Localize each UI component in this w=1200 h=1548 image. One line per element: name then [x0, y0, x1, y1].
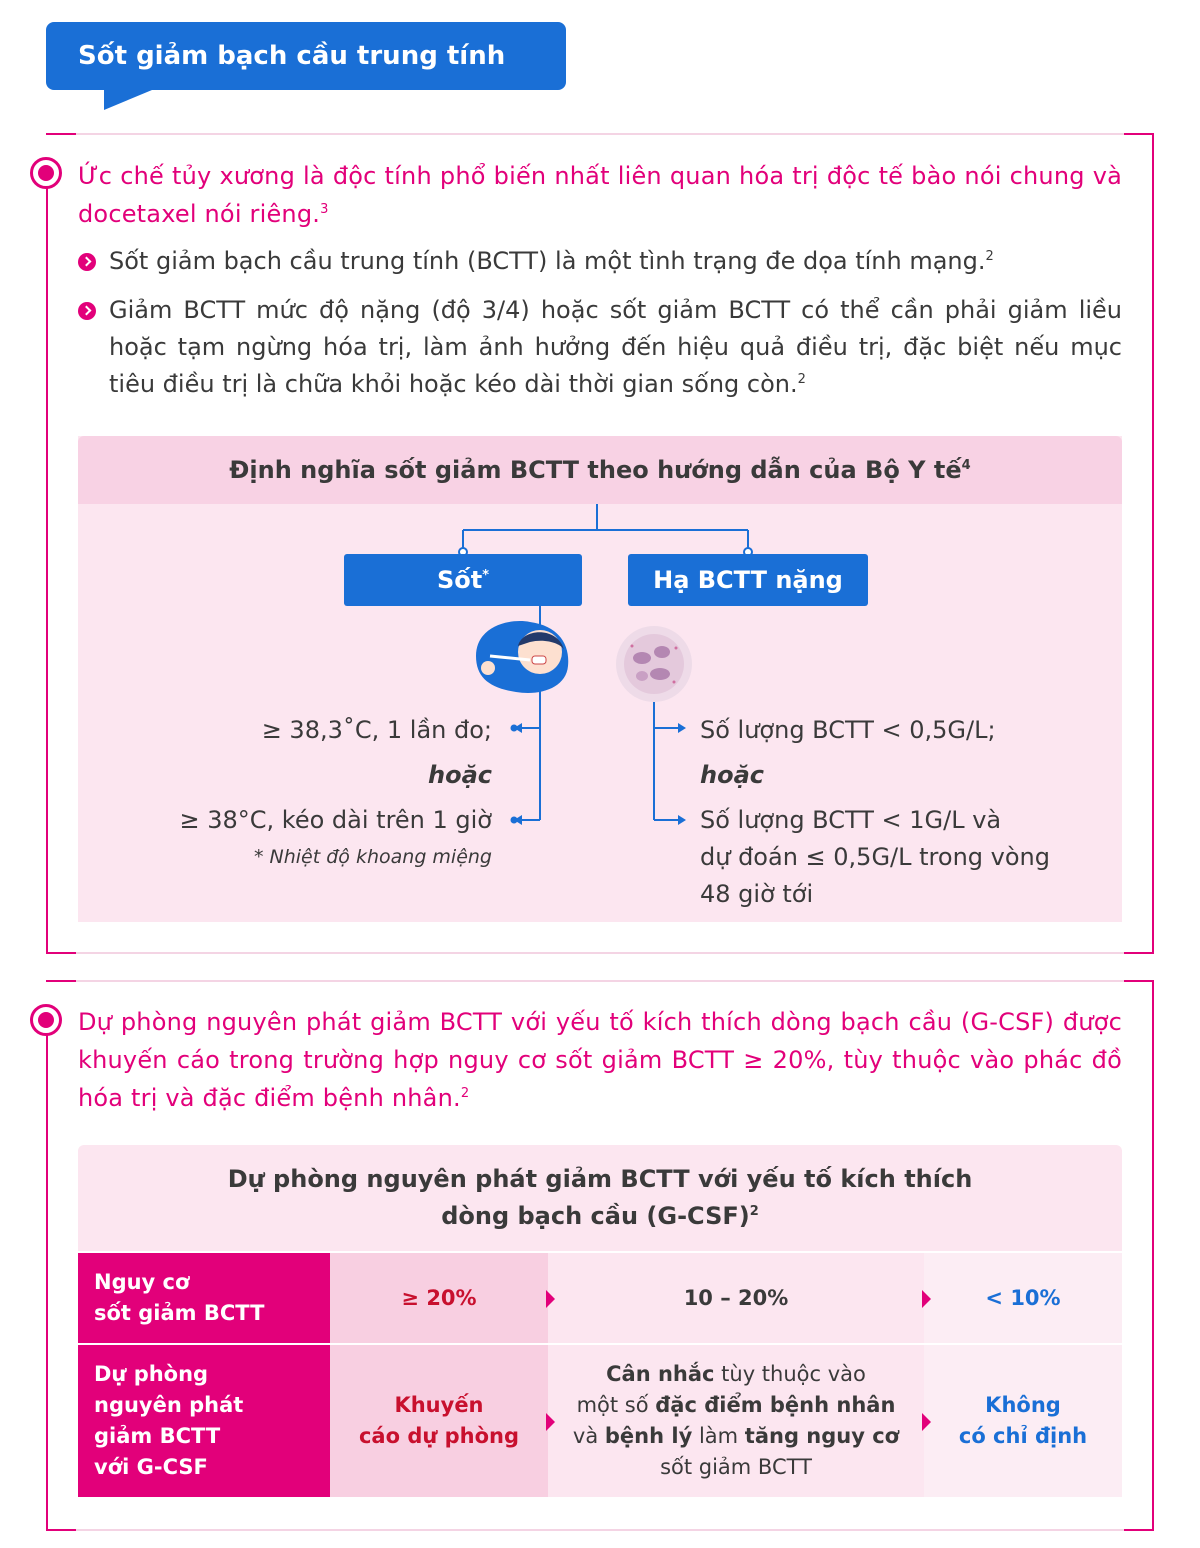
bullet-list — [78, 243, 1122, 415]
info-frame-1 — [46, 133, 1154, 954]
definition-box — [78, 436, 1122, 922]
not-indicated-cell: Không có chỉ định — [924, 1345, 1122, 1497]
chevron-right-icon — [78, 253, 96, 271]
fever-or-label: hoặc — [428, 761, 492, 789]
fever-criterion-2: ≥ 38°C, kéo dài trên 1 giờ — [179, 806, 492, 834]
recommend-cell: Khuyến cáo dự phòng — [330, 1345, 548, 1497]
row-header-prophylaxis: Dự phòng nguyên phát giảm BCTT với G-CSF — [78, 1345, 330, 1497]
arrow-right-icon — [546, 1290, 555, 1308]
consider-cell: Cân nhắc tùy thuộc vào một số đặc điểm bệnh nhân và bệnh lý làm tăng nguy cơ sốt giảm BCTT — [548, 1345, 924, 1497]
neutropenia-criterion-1: Số lượng BCTT < 0,5G/L; — [700, 716, 996, 744]
gcsf-table — [78, 1145, 1122, 1497]
info-frame-2 — [46, 980, 1154, 1531]
definition-title: Định nghĩa sốt giảm BCTT theo hướng dẫn của Bộ Y tế$^4$ — [78, 436, 1122, 504]
list-item: Sốt giảm bạch cầu trung tính (BCTT) là một tình trạng đe dọa tính mạng.$^2$ — [78, 243, 1122, 280]
chevron-right-icon — [78, 302, 96, 320]
section-bullet-icon — [30, 157, 62, 189]
lead-paragraph-2: Dự phòng nguyên phát giảm BCTT với yếu tố kích thích dòng bạch cầu (G-CSF) được khuyến cáo trong trường hợp nguy cơ sốt giảm BCTT ≥ 20%, tùy thuộc vào phác đồ hóa trị và đặc điểm bệnh nhân.$^2$ — [78, 1008, 1122, 1112]
row-header-risk: Nguy cơ sốt giảm BCTT — [78, 1253, 330, 1343]
fever-criterion-1: ≥ 38,3˚C, 1 lần đo; — [261, 716, 492, 744]
table-row — [78, 1343, 1122, 1497]
risk-low-cell: < 10% — [924, 1253, 1122, 1343]
section-title: Sốt giảm bạch cầu trung tính — [78, 41, 506, 71]
list-item: Giảm BCTT mức độ nặng (độ 3/4) hoặc sốt giảm BCTT có thể cần phải giảm liều hoặc tạm ngừng hóa trị, làm ảnh hưởng đến hiệu quả điều trị, đặc biệt nếu mục tiêu điều trị là chữa khỏi hoặc kéo dài thời gian sống còn.$^2$ — [78, 292, 1122, 403]
arrow-right-icon — [922, 1290, 931, 1308]
neutropenia-criterion-2: Số lượng BCTT < 1G/L và dự đoán ≤ 0,5G/L trong vòng 48 giờ tới — [700, 806, 1050, 908]
arrow-right-icon — [546, 1413, 555, 1431]
table-title: Dự phòng nguyên phát giảm BCTT với yếu tố kích thích dòng bạch cầu $(G-CSF)^2$ — [78, 1145, 1122, 1251]
neutropenia-or-label: hoặc — [700, 761, 764, 789]
table-row — [78, 1251, 1122, 1343]
risk-high-cell: ≥ 20% — [330, 1253, 548, 1343]
neutrophil-cell-icon — [612, 622, 696, 706]
section-bullet-icon — [30, 1004, 62, 1036]
section-title-tag — [46, 22, 566, 90]
thermometer-patient-icon — [470, 616, 574, 696]
fever-footnote: * Nhiệt độ khoang miệng — [253, 846, 492, 868]
risk-mid-cell: 10 – 20% — [548, 1253, 924, 1343]
arrow-right-icon — [922, 1413, 931, 1431]
fever-label: Sốt* — [344, 554, 582, 606]
neutropenia-label: Hạ BCTT nặng — [628, 554, 868, 606]
lead-paragraph-1: Ức chế tủy xương là độc tính phổ biến nhất liên quan hóa trị độc tế bào nói chung và docetaxel nói riêng.$^3$ — [78, 162, 1122, 228]
